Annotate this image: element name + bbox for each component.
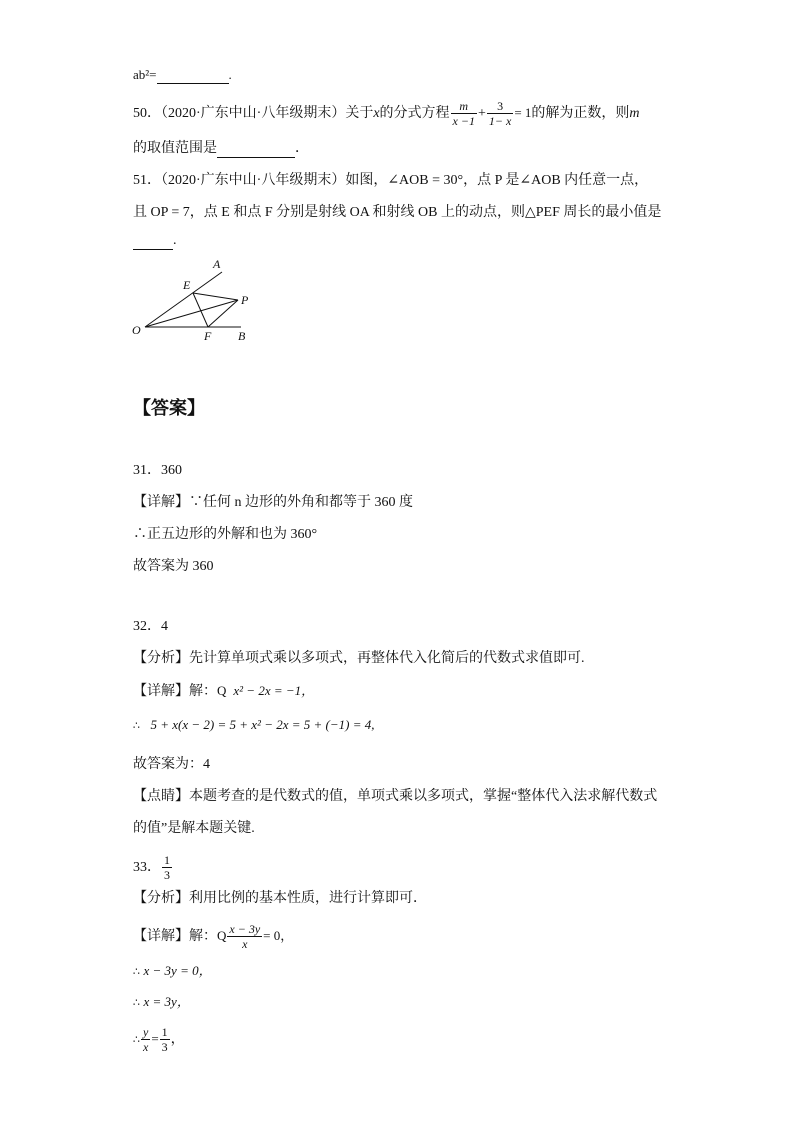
q50-line2: 的取值范围是 ． <box>133 141 309 156</box>
a32-title: 32．4 <box>133 619 168 634</box>
a32-analysis: 【分析】先计算单项式乘以多项式，再整体代入化简后的代数式求值即可. <box>133 651 585 666</box>
label-a: A <box>213 257 221 271</box>
a32-conclusion: 故答案为：4 <box>133 757 210 772</box>
q49-prefix: ab²= <box>133 67 157 82</box>
a32-detail: 【详解】解：Q x² − 2x = −1， <box>133 683 315 699</box>
therefore-symbol: ∴ <box>133 1033 140 1046</box>
a31-title: 31．360 <box>133 463 182 478</box>
segment-ef <box>193 293 208 327</box>
a33-step-2: ∴ x = 3y， <box>133 994 190 1009</box>
segment-op <box>145 300 238 327</box>
q49-answer-blank <box>157 69 229 84</box>
q51-line2: 且 OP = 7，点 E 和点 F 分别是射线 OA 和射线 OB 上的动点，则△PEF 周长的最小值是 <box>133 205 662 220</box>
because-symbol: Q <box>217 683 227 698</box>
because-symbol: Q <box>217 928 227 943</box>
q50-text-pre: 50．（2020·广东中山·八年级期末）关于 <box>133 106 374 121</box>
label-b: B <box>238 329 246 343</box>
angle-figure <box>125 252 265 344</box>
a33-detail: 【详解】解：Q $\frac{x - 3y}{x}$ = 0， <box>133 922 294 952</box>
a33-step3-result: $\frac{1}{3}$ <box>161 1025 168 1055</box>
q50-equals-one: = 1 <box>514 105 532 120</box>
a32-equation-1: x² − 2x = −1， <box>233 683 315 698</box>
label-f: F <box>204 329 212 343</box>
q50-var-x: x <box>373 106 380 121</box>
segment-ep <box>193 293 238 300</box>
a33-fraction: $\frac{x - 3y}{x}$ <box>229 922 261 952</box>
a33-analysis: 【分析】利用比例的基本性质，进行计算即可． <box>133 891 427 906</box>
a33-answer-fraction: $\frac{1}{3}$ <box>164 853 170 883</box>
q51-answer-blank <box>133 235 173 250</box>
a31-line1: 【详解】∵任何 n 边形的外角和都等于 360 度 <box>133 495 413 510</box>
therefore-symbol: ∴ <box>133 719 140 732</box>
q51-line3: . <box>133 232 177 250</box>
q50-answer-blank <box>217 143 295 158</box>
therefore-symbol: ∴ <box>133 965 140 978</box>
label-p: P <box>241 293 249 307</box>
answer-heading: 【答案】 <box>133 398 205 419</box>
q50-var-m: m <box>629 106 640 121</box>
a31-line2: ∴正五边形的外解和也为 360° <box>133 527 318 542</box>
a31-line3: 故答案为 360 <box>133 559 214 574</box>
q50-fraction-2: $\frac{3}{1- x}$ <box>488 99 512 129</box>
q50-text-mid: 的分式方程 <box>379 106 450 121</box>
therefore-symbol: ∴ <box>133 996 140 1009</box>
label-o: O <box>132 323 141 337</box>
q51-line1: 51．（2020·广东中山·八年级期末）如图，∠AOB = 30°，点 P 是∠AOB 内任意一点， <box>133 173 649 188</box>
a33-step-1: ∴ x − 3y = 0， <box>133 963 212 978</box>
a33-title: 33． $\frac{1}{3}$ <box>133 853 170 883</box>
q50-fraction-1: $\frac{m}{x -1}$ <box>452 99 475 129</box>
label-e: E <box>183 278 191 292</box>
a32-comment-2: 的值”是解本题关键. <box>133 821 255 836</box>
a33-step-3: ∴ $\frac{y}{x}$ = $\frac{1}{3}$ ， <box>133 1025 185 1055</box>
q49-line: ab²= . <box>133 67 232 82</box>
a32-equation-2: 5 + x(x − 2) = 5 + x² − 2x = 5 + (−1) = 4, <box>150 717 375 732</box>
a33-step3-fraction: $\frac{y}{x}$ <box>143 1025 149 1055</box>
a32-derivation <box>133 716 375 735</box>
q50-line1: 50．（2020·广东中山·八年级期末）关于x的分式方程 $\frac{m}{x -1}$ + $\frac{3}{1- x}$ = 1的解为正数，则m <box>133 99 640 129</box>
a32-comment-1: 【点睛】本题考查的是代数式的值，单项式乘以多项式，掌握“整体代入法求解代数式 <box>133 789 658 804</box>
q50-text-post: 的解为正数，则 <box>531 106 630 121</box>
